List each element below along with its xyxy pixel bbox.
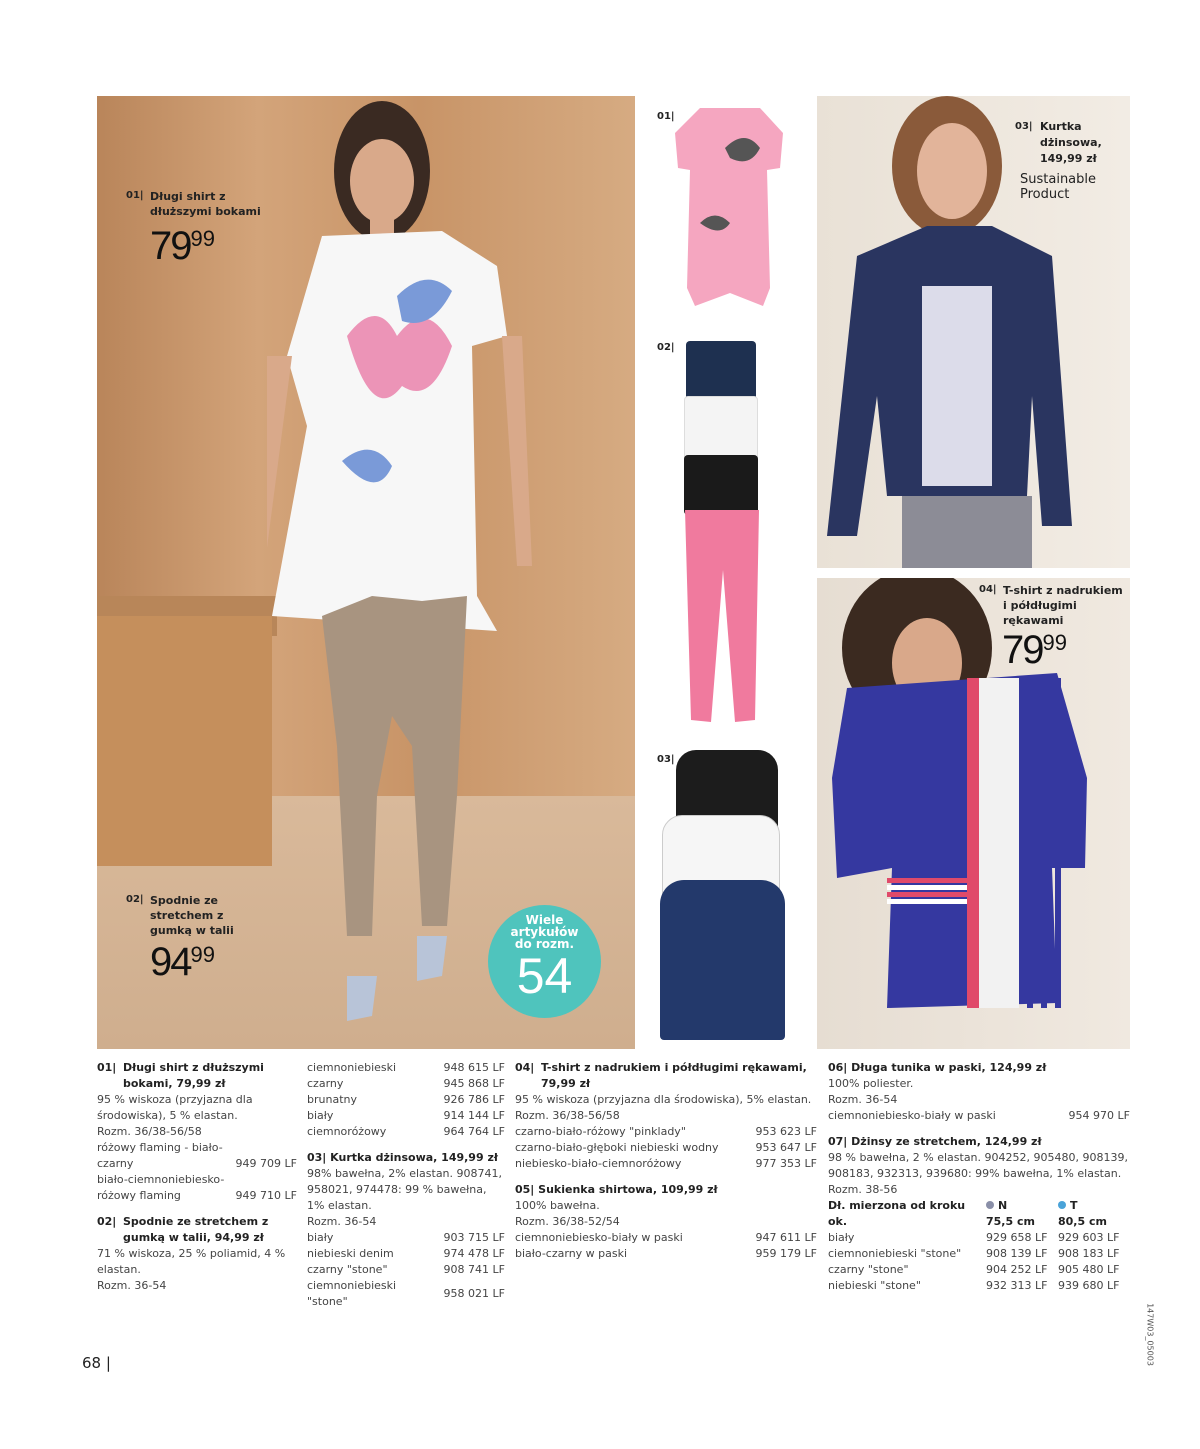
- color: biało-ciemnoniebiesko-różowy flaming: [97, 1173, 225, 1202]
- product-06-07-details: [828, 1060, 1130, 1294]
- desc: 100% bawełna.: [515, 1199, 600, 1212]
- denim-jacket-image: [660, 880, 785, 1040]
- col-n: N: [998, 1199, 1008, 1212]
- color: czarny "stone": [828, 1263, 909, 1276]
- variant-row: [97, 1140, 297, 1172]
- sizes: Rozm. 38-56: [828, 1183, 898, 1196]
- color: ciemnoniebieski "stone": [828, 1247, 962, 1260]
- pink-shirt-image: [675, 108, 785, 308]
- product-05-title: [515, 1182, 817, 1198]
- page-number: 68 |: [82, 1354, 111, 1372]
- variant-row: [307, 1108, 505, 1124]
- table-row: [828, 1262, 1119, 1278]
- code: 945 868 LF: [443, 1077, 505, 1090]
- dot-t-icon: [1058, 1201, 1066, 1209]
- desc: 98 % bawełna, 2 % elastan. 904252, 905480, 908139, 908183, 932313, 939680: 99% bawełna, 1% elastan.: [828, 1151, 1128, 1180]
- price-01: [150, 224, 215, 269]
- mid-num-02: 02|: [657, 342, 675, 353]
- code: 977 353 LF: [755, 1157, 817, 1170]
- product-02-title: [97, 1214, 297, 1246]
- length-label: Dł. mierzona od kroku ok.: [828, 1199, 966, 1228]
- badge-line2: artykułów: [510, 925, 579, 939]
- num: 04|: [515, 1061, 535, 1074]
- striped-tshirt-photo: [817, 578, 1130, 1049]
- label-num-02: 02|: [126, 894, 144, 905]
- code: 953 647 LF: [755, 1141, 817, 1154]
- len-t: 80,5 cm: [1058, 1215, 1107, 1228]
- table-row: [828, 1278, 1119, 1294]
- badge-line1: Wiele: [525, 913, 564, 927]
- len-n: 75,5 cm: [986, 1215, 1035, 1228]
- color: czarny: [307, 1077, 344, 1090]
- code-t: 905 480 LF: [1058, 1263, 1120, 1276]
- variant-row: [307, 1246, 505, 1262]
- dot-n-icon: [986, 1201, 994, 1209]
- color: czarny "stone": [307, 1263, 388, 1276]
- product-01-details: [97, 1060, 297, 1294]
- color: ciemnoniebiesko-biały w paski: [515, 1231, 683, 1244]
- right-num-03: 03|: [1015, 121, 1033, 132]
- num: 03|: [307, 1151, 327, 1164]
- code: 964 764 LF: [443, 1125, 505, 1138]
- code: 948 615 LF: [443, 1061, 505, 1074]
- title: Dżinsy ze stretchem, 124,99 zł: [851, 1135, 1042, 1148]
- color: niebieski "stone": [828, 1279, 921, 1292]
- color: różowy flaming - biało-czarny: [97, 1141, 223, 1170]
- badge-size: 54: [516, 948, 573, 1004]
- label-title-01: Długi shirt z dłuższymi bokami: [150, 190, 261, 218]
- sizes: Rozm. 36/38-56/58: [97, 1125, 202, 1138]
- product-07-title: [828, 1134, 1130, 1150]
- sizes: Rozm. 36/38-52/54: [515, 1215, 620, 1228]
- code: 954 970 LF: [1068, 1109, 1130, 1122]
- desc: 95 % wiskoza (przyjazna dla środowiska), 5 % elastan.: [97, 1093, 253, 1122]
- code-n: 932 313 LF: [986, 1279, 1048, 1292]
- variant-row: [307, 1092, 505, 1108]
- title: Długa tunika w paski, 124,99 zł: [851, 1061, 1047, 1074]
- desc: 71 % wiskoza, 25 % poliamid, 4 % elastan.: [97, 1247, 286, 1276]
- code-t: 939 680 LF: [1058, 1279, 1120, 1292]
- price-main: 79: [150, 224, 191, 268]
- variant-row: [307, 1076, 505, 1092]
- right-title-03: Kurtka dżinsowa, 149,99 zł: [1040, 120, 1102, 165]
- code-t: 908 183 LF: [1058, 1247, 1120, 1260]
- badge-line3: do rozm.: [514, 937, 575, 951]
- price-cents: 99: [190, 942, 215, 967]
- black-pants-image: [684, 455, 758, 515]
- color: ciemnoniebieski "stone": [307, 1279, 397, 1308]
- product-03-title: [307, 1150, 505, 1166]
- code-n: 908 139 LF: [986, 1247, 1048, 1260]
- title: Sukienka shirtowa, 109,99 zł: [538, 1183, 718, 1196]
- color: biały: [828, 1231, 855, 1244]
- variant-row: [307, 1262, 505, 1278]
- color: ciemnoniebieski: [307, 1061, 397, 1074]
- code-n: 904 252 LF: [986, 1263, 1048, 1276]
- product-02-03-details: [307, 1060, 505, 1310]
- price-04: [1002, 628, 1067, 673]
- length-table: [828, 1198, 1119, 1294]
- title: Długi shirt z dłuższymi bokami, 79,99 zł: [123, 1061, 264, 1090]
- code: 903 715 LF: [443, 1231, 505, 1244]
- sustainable-label: Sustainable Product: [1020, 172, 1097, 202]
- catalog-code: 147W03_05003: [1145, 1303, 1155, 1366]
- variant-row: [307, 1230, 505, 1246]
- variant-row: [515, 1246, 817, 1262]
- variant-row: [97, 1172, 297, 1204]
- sizes: Rozm. 36/38-56/58: [515, 1109, 620, 1122]
- num: 07|: [828, 1135, 848, 1148]
- code: 914 144 LF: [443, 1109, 505, 1122]
- code: 953 623 LF: [755, 1125, 817, 1138]
- desc: 100% poliester.: [828, 1077, 914, 1090]
- code-t: 929 603 LF: [1058, 1231, 1120, 1244]
- model-illustration: [267, 96, 567, 1049]
- label-num-01: 01|: [126, 190, 144, 201]
- sizes: Rozm. 36-54: [828, 1093, 898, 1106]
- code: 949 709 LF: [235, 1157, 297, 1170]
- code: 908 741 LF: [443, 1263, 505, 1276]
- product-04-title: [515, 1060, 817, 1092]
- num: 01|: [97, 1061, 117, 1074]
- color: brunatny: [307, 1093, 357, 1106]
- sizes: Rozm. 36-54: [307, 1215, 377, 1228]
- right-title-04: T-shirt z nadrukiem i półdługimi rękawami: [1003, 584, 1123, 627]
- price-main: 79: [1002, 628, 1043, 672]
- color: ciemnoniebiesko-biały w paski: [828, 1109, 996, 1122]
- table-row: [828, 1246, 1119, 1262]
- title: Kurtka dżinsowa, 149,99 zł: [330, 1151, 498, 1164]
- right-num-04: 04|: [979, 584, 997, 595]
- color: biało-czarny w paski: [515, 1247, 628, 1260]
- sizes: Rozm. 36-54: [97, 1279, 167, 1292]
- num: 06|: [828, 1061, 848, 1074]
- variant-row: [307, 1060, 505, 1076]
- color: czarno-biało-różowy "pinklady": [515, 1125, 686, 1138]
- price-02: [150, 940, 215, 985]
- code: 926 786 LF: [443, 1093, 505, 1106]
- code: 974 478 LF: [443, 1247, 505, 1260]
- pink-pants-image: [683, 510, 761, 728]
- label-title-02: Spodnie ze stretchem z gumką w talii: [150, 894, 234, 937]
- color: czarno-biało-głęboki niebieski wodny: [515, 1141, 719, 1154]
- price-cents: 99: [1042, 630, 1067, 655]
- product-04-05-details: [515, 1060, 817, 1262]
- code: 947 611 LF: [755, 1231, 817, 1244]
- size-badge: [488, 905, 601, 1018]
- code: 958 021 LF: [443, 1287, 505, 1300]
- desc: 95 % wiskoza (przyjazna dla środowiska), 5% elastan.: [515, 1093, 812, 1106]
- product-01-title: [97, 1060, 297, 1092]
- color: biały: [307, 1109, 334, 1122]
- color: niebiesko-biało-ciemnoróżowy: [515, 1157, 682, 1170]
- code-n: 929 658 LF: [986, 1231, 1048, 1244]
- price-cents: 99: [190, 226, 215, 251]
- code: 959 179 LF: [755, 1247, 817, 1260]
- mid-num-01: 01|: [657, 111, 675, 122]
- price-main: 94: [150, 940, 191, 984]
- color: biały: [307, 1231, 334, 1244]
- color: niebieski denim: [307, 1247, 394, 1260]
- num: 05|: [515, 1183, 535, 1196]
- title: Spodnie ze stretchem z gumką w talii, 94,99 zł: [123, 1215, 269, 1244]
- variant-row: [515, 1140, 817, 1156]
- variant-row: [307, 1124, 505, 1140]
- variant-row: [828, 1108, 1130, 1124]
- title: T-shirt z nadrukiem i półdługimi rękawami, 79,99 zł: [541, 1061, 807, 1090]
- num: 02|: [97, 1215, 117, 1228]
- color: ciemnoróżowy: [307, 1125, 387, 1138]
- code: 949 710 LF: [235, 1189, 297, 1202]
- variant-row: [515, 1156, 817, 1172]
- col-t: T: [1070, 1199, 1078, 1212]
- table-row: [828, 1230, 1119, 1246]
- variant-row: [307, 1278, 505, 1310]
- product-06-title: [828, 1060, 1130, 1076]
- mid-num-03: 03|: [657, 754, 675, 765]
- variant-row: [515, 1124, 817, 1140]
- desc: 98% bawełna, 2% elastan. 908741, 958021, 974478: 99 % bawełna, 1% elastan.: [307, 1167, 503, 1212]
- variant-row: [515, 1230, 817, 1246]
